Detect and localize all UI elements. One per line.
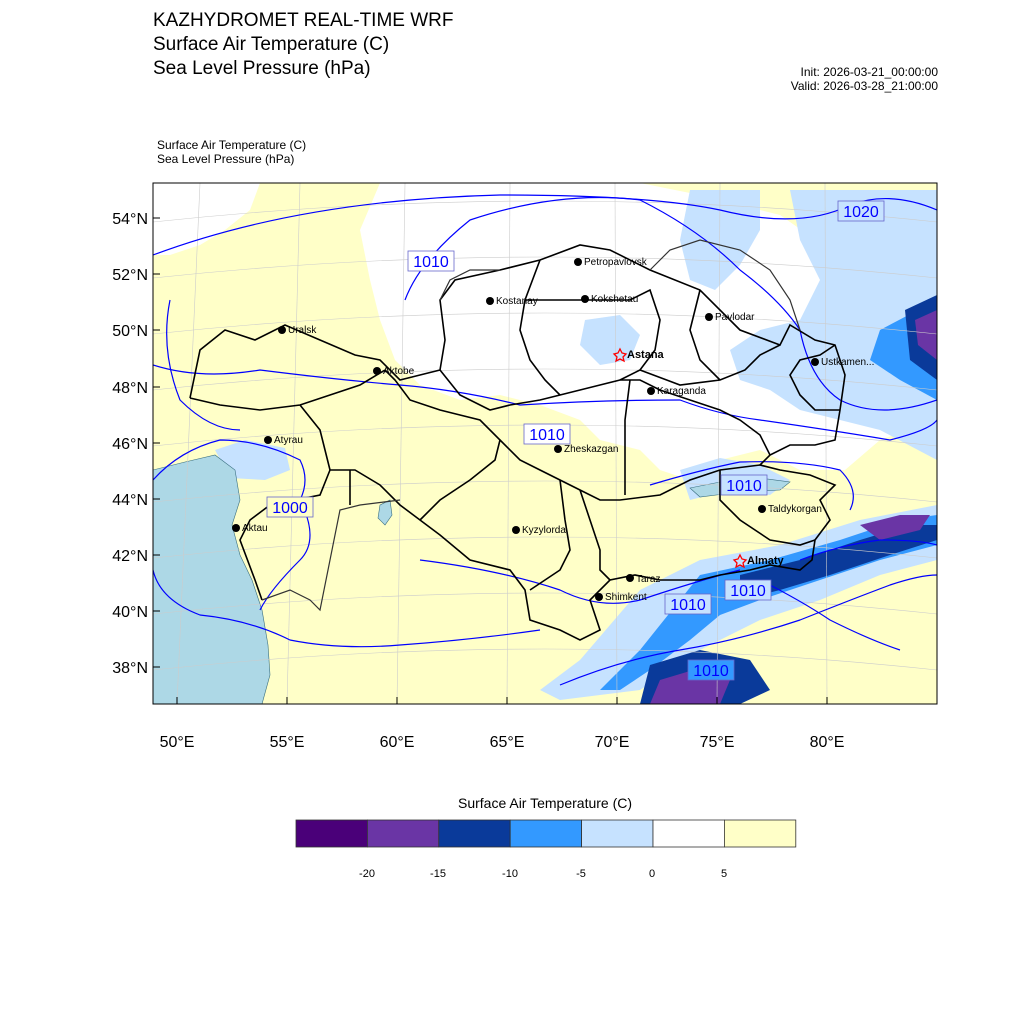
- city-label: Atyrau: [274, 435, 303, 446]
- colorbar-swatch: [296, 820, 367, 847]
- isobar-label: 1020: [843, 204, 879, 221]
- lat-label: 48°N: [112, 380, 148, 397]
- city-ustkamenogorsk: [811, 357, 874, 368]
- lat-label: 46°N: [112, 436, 148, 453]
- colorbar-tick: 0: [648, 868, 656, 880]
- colorbar: [296, 820, 796, 847]
- isobar-label: 1010: [693, 663, 729, 680]
- city-label: Kostanay: [496, 296, 538, 307]
- isobar-label-box: [524, 424, 570, 444]
- lat-label: 50°N: [112, 323, 148, 340]
- city-label: Kokshetau: [591, 294, 639, 305]
- colorbar-swatch: [724, 820, 795, 847]
- city-label: Taraz: [636, 574, 661, 585]
- colorbar-tick: -15: [430, 868, 446, 880]
- city-label: Kyzylorda: [522, 525, 566, 536]
- lat-label: 52°N: [112, 267, 148, 284]
- colorbar-title: Surface Air Temperature (C): [457, 795, 633, 811]
- city-label: Almaty: [747, 555, 784, 567]
- colorbar-swatch: [439, 820, 510, 847]
- city-label: Shimkent: [605, 592, 647, 603]
- city-taldykorgan: [758, 504, 822, 515]
- colorbar-tick: -20: [359, 868, 375, 880]
- isobar-label-box: [665, 594, 711, 614]
- colorbar-tick: -10: [502, 868, 518, 880]
- lon-label: 80°E: [809, 734, 845, 751]
- plot-subtitle-temperature: Surface Air Temperature (C): [157, 138, 307, 152]
- main-title: KAZHYDROMET REAL-TIME WRF: [153, 10, 454, 31]
- isobar-label: 1010: [726, 478, 762, 495]
- lat-labels: [112, 211, 148, 677]
- isobar-label-box: [725, 580, 771, 600]
- title-line-temperature: Surface Air Temperature (C): [153, 34, 390, 55]
- lat-label: 38°N: [112, 660, 148, 677]
- lon-label: 60°E: [379, 734, 415, 751]
- lon-label: 70°E: [594, 734, 630, 751]
- city-label: Zheskazgan: [564, 444, 619, 455]
- lat-label: 54°N: [112, 211, 148, 228]
- colorbar-swatch: [367, 820, 438, 847]
- lat-label: 40°N: [112, 604, 148, 621]
- city-label: Pavlodar: [715, 312, 755, 323]
- isobar-label: 1010: [670, 597, 706, 614]
- title-line-pressure: Sea Level Pressure (hPa): [153, 58, 371, 79]
- lon-label: 75°E: [699, 734, 735, 751]
- lat-label: 44°N: [112, 492, 148, 509]
- isobar-label-box: [267, 497, 313, 517]
- isobar-label: 1010: [529, 427, 565, 444]
- colorbar-swatch: [582, 820, 653, 847]
- isobar-label-box: [838, 201, 884, 221]
- colorbar-swatch: [510, 820, 581, 847]
- city-label: Aktobe: [383, 366, 415, 377]
- isobar-label-box: [688, 660, 734, 680]
- city-label: Taldykorgan: [768, 504, 822, 515]
- lon-label: 50°E: [159, 734, 195, 751]
- isobar-label-box: [721, 475, 767, 495]
- city-zheskazgan: [554, 444, 618, 455]
- lon-label: 55°E: [269, 734, 305, 751]
- colorbar-tick: 5: [720, 868, 728, 880]
- city-label: Ustkamen...: [821, 357, 875, 368]
- colorbar-tick: -5: [576, 868, 586, 880]
- plot-subtitle-pressure: Sea Level Pressure (hPa): [157, 152, 295, 166]
- isobar-label: 1000: [272, 500, 308, 517]
- colorbar-swatch: [653, 820, 724, 847]
- init-time: Init: 2026-03-21_00:00:00: [800, 65, 938, 79]
- colorbar-tick-labels: [359, 868, 727, 880]
- isobar-label-box: [408, 251, 454, 271]
- city-label: Astana: [627, 349, 664, 361]
- city-label: Petropavlovsk: [584, 257, 647, 268]
- isobar-label: 1010: [730, 583, 766, 600]
- city-label: Karaganda: [657, 386, 706, 397]
- city-label: Aktau: [242, 523, 268, 534]
- city-label: Uralsk: [288, 325, 317, 336]
- city-petropavlovsk: [574, 257, 648, 268]
- lon-labels: [160, 734, 845, 751]
- isobar-label: 1010: [413, 254, 449, 271]
- valid-time: Valid: 2026-03-28_21:00:00: [790, 79, 938, 93]
- lat-label: 42°N: [112, 548, 148, 565]
- lon-label: 65°E: [489, 734, 525, 751]
